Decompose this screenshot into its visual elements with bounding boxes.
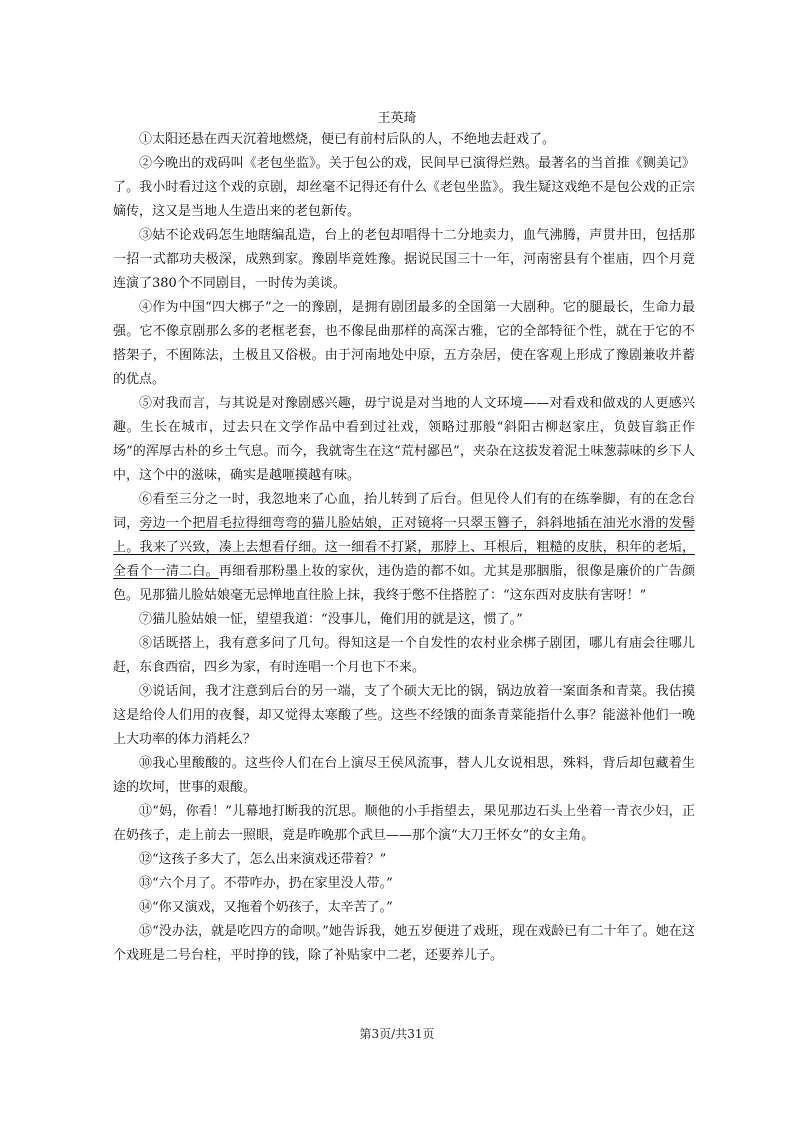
paragraph-text: ③姑不论戏码怎生地瞎编乱造，台上的老包却唱得十二分地卖力，血气沸腾，声贯井田，包括那一招一式都功夫极深，成熟到家。豫剧毕竟姓豫。据说民国三十一年，河南密县有个崔庙，四个月竟连演了380个不同剧目，一时传为美谈。 <box>113 228 695 291</box>
paragraph-text: ⑤对我而言，与其说是对豫剧感兴趣，毋宁说是对当地的人文环境——对看戏和做戏的人更感兴趣。生长在城市，过去只在文学作品中看到过社戏，领略过那般“斜阳古柳赵家庄，负鼓盲翁正作场”的浑厚古朴的乡土气息。而今，我就寄生在这“荒村鄙邑”，夹杂在这拔发着泥土味葱蒜味的乡下人中，这个中的滋味，确实是越咂摸越有味。 <box>113 396 695 483</box>
paragraph <box>113 152 695 224</box>
paragraph <box>113 296 695 392</box>
paragraph <box>113 128 695 152</box>
paragraph-text: ⑥看至三分之一时，我忽地来了心血，抬儿转到了后台。但见伶人们有的在练拳脚，有的在念台词， <box>113 492 695 531</box>
article-body <box>113 128 695 968</box>
paragraph <box>113 896 695 920</box>
paragraph <box>113 488 695 608</box>
paragraph <box>113 392 695 488</box>
paragraph-text: ④作为中国“四大梆子”之一的豫剧，是拥有剧团最多的全国第一大剧种。它的腿最长，生命力最强。它不像京剧那么多的老框老套，也不像昆曲那样的高深古雅，它的全部特征个性，就在于它的不搭架子，不囿陈法，土极且又俗极。由于河南地处中原，五方杂居，使在客观上形成了豫剧兼收并蓄的优点。 <box>113 300 695 387</box>
paragraph <box>113 224 695 296</box>
paragraph-text: ⑧话既搭上，我有意多问了几句。得知这是一个自发性的农村业余梆子剧团，哪儿有庙会往哪儿赶，东食西宿，四乡为家，有时连唱一个月也下不来。 <box>113 636 695 675</box>
paragraph-text: ①太阳还悬在西天沉着地燃烧，便已有前村后队的人，不绝地去赶戏了。 <box>139 132 556 147</box>
paragraph-text: ⑫“这孩子多大了，怎么出来演戏还带着？” <box>139 852 387 867</box>
page-number: 第3页/共31页 <box>359 1027 435 1041</box>
paragraph-text: ⑬“六个月了。不带咋办，扔在家里没人带。” <box>139 876 393 891</box>
paragraph-text: ⑨说话间，我才注意到后台的另一端，支了个硕大无比的锅，锅边放着一案面条和青菜。我估摸这是给伶人们用的夜餐，却又觉得太寒酸了些。这些不经饿的面条青菜能指什么事？能滋补他们一晚上大功率的体力消耗么？ <box>113 684 695 747</box>
paragraph <box>113 920 695 968</box>
paragraph-text: ②今晚出的戏码叫《老包坐监》。关于包公的戏，民间早已演得烂熟。最著名的当首推《铡美记》了。我小时看过这个戏的京剧，却丝毫不记得还有什么《老包坐监》。我生疑这戏绝不是包公戏的正宗嫡传，这又是当地人生造出来的老包新传。 <box>113 156 695 219</box>
author-name: 王英琦 <box>377 111 417 126</box>
paragraph-text: ⑭“你又演戏，又拖着个奶孩子，太辛苦了。” <box>139 900 393 915</box>
paragraph-text: 再细看那粉墨上妆的家伙，违伪造的都不如。尤其是那胭脂，很像是廉价的广告颜色。见那猫儿脸姑娘毫无忌惮地直往脸上抹，我终于憋不住搭腔了：“这东西对皮肤有害呀！” <box>113 564 695 603</box>
paragraph <box>113 752 695 800</box>
paragraph <box>113 608 695 632</box>
paragraph <box>113 800 695 848</box>
paragraph <box>113 848 695 872</box>
paragraph-text: ⑦猫儿脸姑娘一怔，望望我道：“没事儿，俺们用的就是这，惯了。” <box>139 612 523 627</box>
paragraph <box>113 632 695 680</box>
underlined-sentence: 旁边一个把眉毛拉得细弯弯的猫儿脸姑娘，正对镜将一只翠玉簪子，斜斜地插在油光水滑的发髻上。我来了兴致，凑上去想看仔细。这一细看不打紧，那脖上、耳根后，粗糙的皮肤，积年的老垢，全看个一清二白。 <box>113 516 695 579</box>
paragraph-text: ⑮“没办法，就是吃四方的命呗。”她告诉我，她五岁便进了戏班，现在戏龄已有二十年了。她在这个戏班是二号台柱，平时挣的钱，除了补贴家中二老，还要养儿子。 <box>113 924 695 963</box>
paragraph-text: ⑪“妈，你看！”儿幕地打断我的沉思。顺他的小手指望去，果见那边石头上坐着一青衣少妇，正在奶孩子，走上前去一照眼，竟是昨晚那个武旦——那个演“大刀王怀女”的女主角。 <box>113 804 695 843</box>
paragraph <box>113 872 695 896</box>
paragraph-text: ⑩我心里酸酸的。这些伶人们在台上演尽王侯风流事，替人儿女说相思，殊料，背后却包藏着生途的坎坷，世事的艰酸。 <box>113 756 695 795</box>
paragraph <box>113 680 695 752</box>
